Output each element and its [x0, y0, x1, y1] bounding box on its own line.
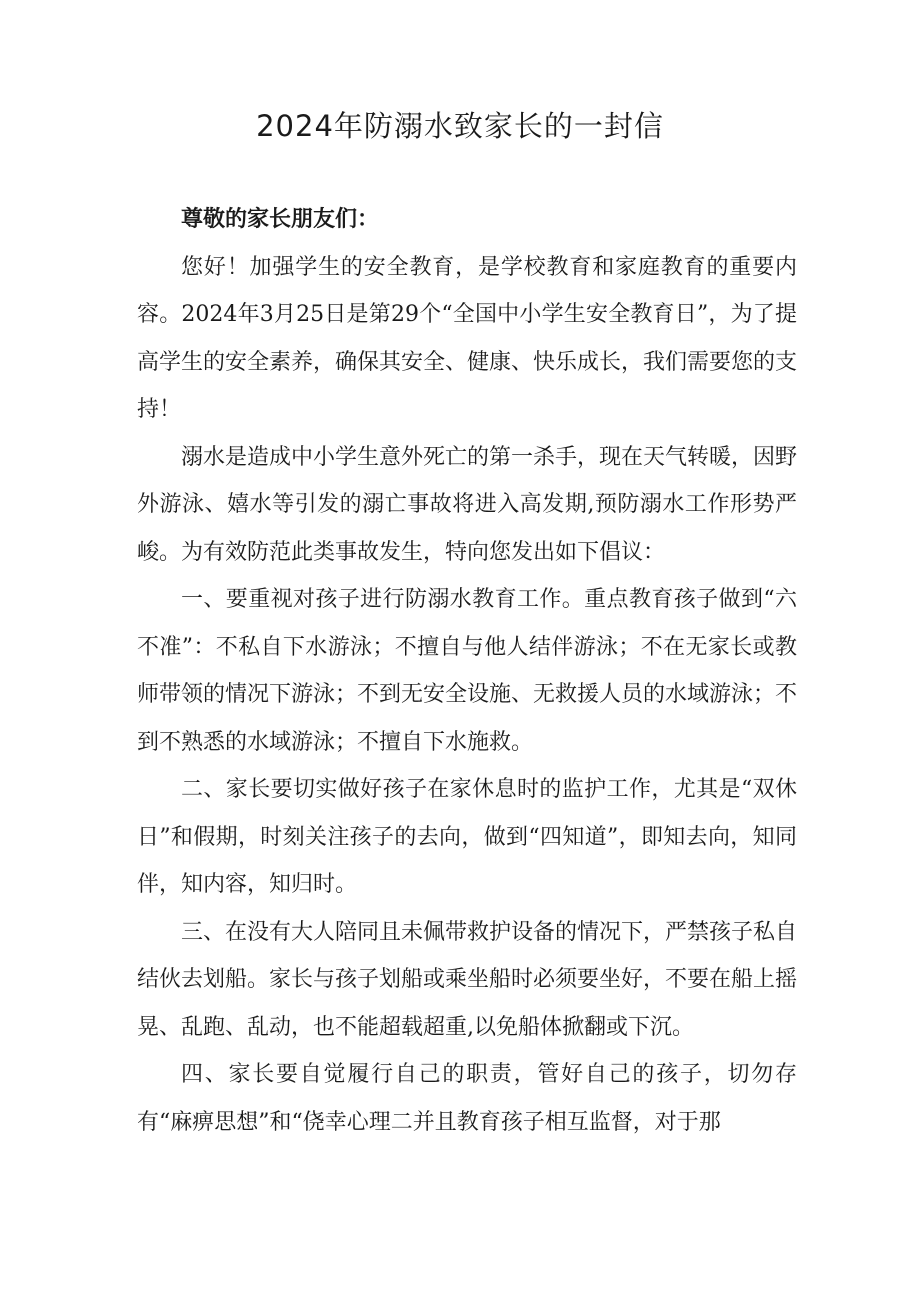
paragraph-point-4: 四、家长要自觉履行自己的职责，管好自己的孩子，切勿存有“麻痹思想”和“侥幸心理二并且教育孩子相互监督，对于那: [137, 1062, 797, 1135]
paragraph-warning: 溺水是造成中小学生意外死亡的第一杀手，现在天气转暖，因野外游泳、嬉水等引发的溺亡事故将进入高发期,预防溺水工作形势严峻。为有效防范此类事故发生，特向您发出如下倡议：: [137, 444, 798, 565]
paragraph-intro: 您好！加强学生的安全教育，是学校教育和家庭教育的重要内容。2024年3月25日是第29个“全国中小学生安全教育日”，为了提高学生的安全素养，确保其安全、健康、快乐成长，我们需要您的支持！: [137, 254, 798, 422]
greeting: 尊敬的家长朋友们：: [181, 206, 380, 232]
paragraph-point-3: 三、在没有大人陪同且未佩带救护设备的情况下，严禁孩子私自结伙去划船。家长与孩子划船或乘坐船时必须要坐好，不要在船上摇晃、乱跑、乱动，也不能超载超重,以免船体掀翻或下沉。: [137, 919, 798, 1040]
paragraph-point-2: 二、家长要切实做好孩子在家休息时的监护工作，尤其是“双休日”和假期，时刻关注孩子的去向，做到“四知道”，即知去向，知同伴，知内容，知归时。: [137, 777, 797, 897]
document-body: [137, 196, 797, 1146]
paragraph-point-1: 一、要重视对孩子进行防溺水教育工作。重点教育孩子做到“六不准”：不私自下水游泳；不擅自与他人结伴游泳；不在无家长或教师带领的情况下游泳；不到无安全设施、无救援人员的水域游泳；不到不熟悉的水域游泳；不擅自下水施救。: [137, 587, 798, 755]
document-title: 2024年防溺水致家长的一封信: [256, 109, 664, 143]
